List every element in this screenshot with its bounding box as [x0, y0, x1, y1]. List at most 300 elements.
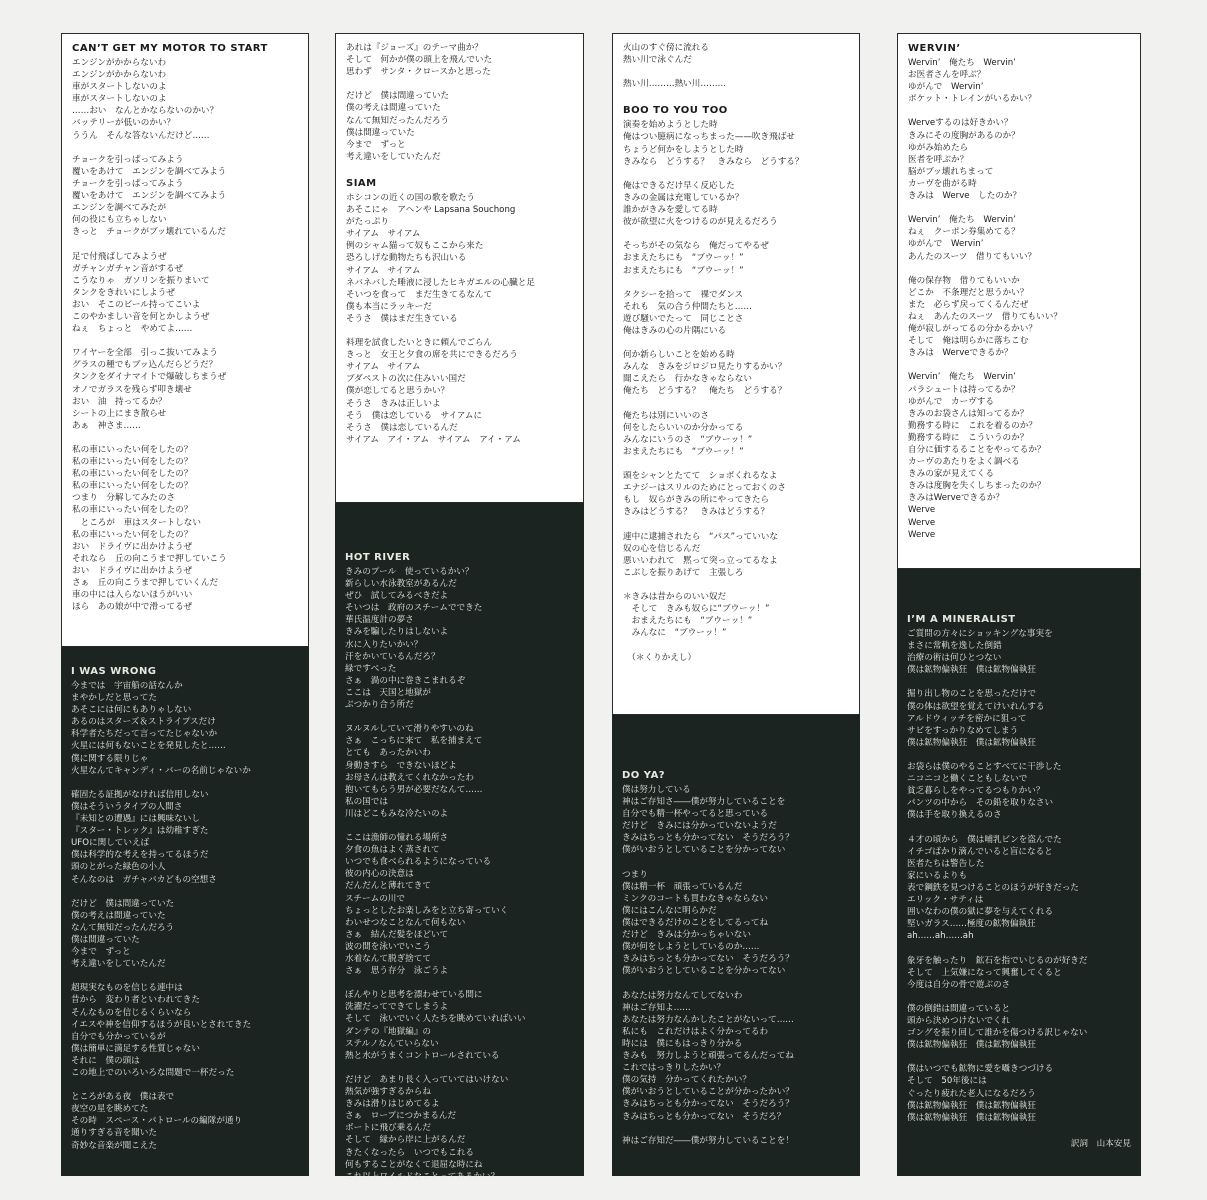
lyric-line: 俺が寂しがってるの分かるかい？	[908, 324, 1037, 335]
lyric-line: おい ドライヴに出かけようぜ	[72, 541, 193, 552]
stanza-gap	[72, 432, 298, 444]
lyric-line: 火星なんてキャンディ・バーの名前じゃないか	[71, 765, 251, 776]
stanza-gap	[71, 777, 299, 789]
lyric-line: ぶつかり合う所だ	[345, 700, 414, 711]
song-block	[346, 177, 573, 446]
lyric-line: きみなら どうする？ きみなら どうする？	[623, 156, 804, 167]
translator-credit: 訳詞 山本安見	[1070, 1138, 1131, 1149]
lyric-line: パラシュートは持ってるか？	[908, 384, 1020, 395]
lyric-line: 僕はいつでも鉱物に愛を囁きつづける	[907, 1064, 1054, 1075]
lyric-line: Werveするのは好きかい？	[908, 118, 1013, 129]
lyric-line: みんな きみをジロジロ見たりするかい？	[623, 362, 787, 373]
lyric-line: 新らしい水泳教室があるんだ	[345, 579, 457, 590]
stanza-gap	[623, 277, 849, 289]
lyric-line: 医者を呼ぶか？	[908, 154, 969, 165]
lyric-line: ah……ah……ah	[907, 931, 974, 942]
lyric-line: ぐったり疲れた老人になるだろう	[907, 1088, 1036, 1099]
lyric-line: サイアム アイ・アム サイアム アイ・アム	[346, 434, 521, 445]
lyric-line: 俺たちは別にいいのさ	[623, 410, 709, 421]
stanza-gap	[346, 325, 573, 337]
stanza-gap	[345, 977, 574, 989]
stanza-gap	[623, 337, 849, 349]
lyric-line: 誰かがきみを愛してる時	[623, 205, 718, 216]
lyric-line: 考え違いをしていたんだ	[346, 151, 441, 162]
lyric-line: サイアム サイアム	[346, 265, 421, 276]
lyric-line: 車の中には入らないほうがいい	[72, 590, 193, 601]
lyric-line: 料理を試食したいときに頼んでごらん	[346, 338, 493, 349]
lyric-line: 私の車にいったい何をしたの？	[72, 481, 193, 492]
lyric-line: ニコニコと働くこともしないで	[907, 774, 1028, 785]
lyric-line: チョークを引っぱってみよう	[72, 154, 184, 165]
lyric-line: エンジンを調べてみたが	[72, 203, 167, 214]
lyric-line: 僕の考えは間違っていた	[346, 103, 441, 114]
lyric-line: 自分でも精一杯やってると思っている	[622, 809, 769, 820]
lyric-line: 今まで ずっと	[71, 947, 131, 958]
lyric-line: だけど あまり長く入っていてはいけない	[345, 1074, 509, 1085]
lyric-line: 僕がいおうとしていることを分かってない	[622, 966, 786, 977]
lyric-line: 表で鋼鉄を見つけることのほうが好きだった	[907, 882, 1079, 893]
lyric-line: そんなものを信じるくらいなら	[71, 1007, 192, 1018]
lyric-line: 考え違いをしていたんだ	[71, 959, 166, 970]
lyric-line: ちょっとしたお楽しみをと立ち寄っていく	[345, 905, 509, 916]
lyric-line: ワイヤーを全部 引っこ抜いてみよう	[72, 348, 218, 359]
lyric-line: あんたのスーツ 借りてもいい？	[908, 251, 1037, 262]
lyric-line: つまり	[622, 869, 648, 880]
stanza-gap	[72, 142, 298, 154]
column-1	[61, 33, 309, 1176]
lyric-line: おい 油 持ってるか？	[72, 396, 167, 407]
lyric-line: チョークを引っぱってみよう	[72, 178, 184, 189]
stanza-gap	[345, 1062, 574, 1074]
lyric-line: ねぇ あんたのスーツ 借りてもいい？	[908, 311, 1062, 322]
stanza-gap	[71, 1079, 299, 1091]
lyric-line: ぼんやりと思考を漂わせている間に	[345, 990, 483, 1001]
lyric-line: 火山のすぐ傍に流れる	[623, 43, 709, 53]
lyric-line: 演奏を始めようとした時	[623, 120, 718, 131]
lyric-line: きみにその度胸があるのか？	[908, 130, 1020, 141]
lyric-line: ……おい なんとかならないのかい？	[72, 106, 219, 117]
lyric-line: アルドウィッチを密かに狙って	[907, 713, 1027, 724]
column-2	[335, 33, 584, 1182]
lyric-line: まさに常軌を逸した倒錯	[907, 641, 1002, 652]
lyric-line: きみのお袋さんは知ってるか？	[908, 408, 1029, 419]
song-title: DO YA?	[622, 770, 666, 781]
stanza-gap	[72, 238, 298, 250]
lyric-line: ゆがんで Wervin’	[908, 82, 984, 93]
lyric-line: こうなりゃ ガソリンを振りまいて	[72, 275, 210, 286]
lyric-line: ねぇ クーポン券集めてる？	[908, 227, 1020, 238]
lyric-line: 僕は間違っていた	[71, 934, 140, 945]
lyric-line: 火星には何もないことを発見したと……	[71, 741, 226, 752]
lyric-line: 足で付飛ばしてみようぜ	[72, 251, 167, 262]
lyric-line: 悪いいわれて 黙って突っ立ってるなよ	[623, 555, 778, 566]
lyric-line: お袋らは僕のやることすべてに干渉した	[907, 762, 1062, 773]
lyric-line: そして 50年後には	[907, 1076, 987, 1087]
lyric-line: 勤務する時に これを着るのか？	[908, 420, 1037, 431]
song-title: CAN’T GET MY MOTOR TO START	[72, 43, 268, 54]
song-title: BOO TO YOU TOO	[623, 105, 728, 117]
lyric-line: オノでガラスを残らず叩き壊せ	[72, 384, 192, 395]
lyric-line: 僕は鉱物偏執狂 僕は鉱物偏執狂	[907, 737, 1036, 748]
lyric-line: きみはちっとも分かってない そうだろ？	[622, 1111, 786, 1122]
song-block	[907, 613, 1131, 1124]
lyric-line: 貧乏暮らしをやってるつもりかい？	[907, 786, 1045, 797]
lyric-line: 堅いガラス……極度の鉱物偏執狂	[907, 919, 1036, 930]
lyric-line: そう 僕は恋している サイアムに	[346, 410, 483, 421]
lyric-line: 俺はきみの心の片隅にいる	[623, 325, 727, 336]
lyric-line: 僕はそういうタイプの人間さ	[71, 801, 183, 812]
lyric-line: それに 僕の頭は	[71, 1055, 140, 1066]
song-title: I WAS WRONG	[71, 666, 157, 677]
lyric-line: 自分でも分かっているが	[71, 1031, 166, 1042]
column-1-bottom-panel	[61, 647, 309, 1176]
lyric-line: エンジンがかからないわ	[72, 58, 167, 68]
lyric-line: サイアム サイアム	[346, 362, 421, 373]
lyric-line: 覆いをあけて エンジンを調べてみよう	[72, 191, 227, 202]
lyric-line: 水に入りたいかい？	[345, 639, 423, 650]
lyric-line: 僕は鉱物偏執狂 僕は鉱物偏執狂	[907, 1040, 1036, 1051]
lyric-line: もし 奴らがきみの所にやってきたら	[623, 495, 770, 506]
stanza-gap	[623, 639, 849, 651]
lyric-line: 頭のとがった緑色の小人	[71, 862, 166, 873]
lyric-line: 私の車にいったい何をしたの？	[72, 445, 193, 455]
lyric-line: 科学者たちだって言ってたじゃないか	[71, 729, 218, 740]
stanza-gap	[908, 263, 1130, 275]
lyric-line: あそこにゃ アヘンや Lapsana Souchong	[346, 205, 516, 216]
lyric-line: きみも 努力しようと頑張ってるんだってね	[622, 1051, 794, 1062]
lyric-line: みんなにいうのさ “ブウーッ！”	[623, 434, 753, 445]
column-3-top-panel	[612, 33, 860, 715]
lyric-line: 脳がブッ壊れちまって	[908, 166, 994, 177]
lyric-line: タクシーを拾って 裸でダンス	[623, 289, 744, 300]
lyric-line: 僕は簡単に満足する性質じゃない	[71, 1043, 200, 1054]
lyric-line: エナジーはスリルのためにとっておくのさ	[623, 483, 786, 494]
lyric-line: おまえたちにも “ブウーッ！”	[623, 446, 744, 457]
lyric-line: これ以上ワイルドなことってあるかい？	[345, 1171, 500, 1182]
lyric-line: さぁ 思う存分 泳ごうよ	[345, 966, 449, 977]
column-4	[897, 33, 1141, 1176]
lyric-line: 『未知との遭遇』には興味ないし	[71, 814, 200, 825]
song-block	[623, 42, 849, 90]
lyric-line: また 必らず戻ってくるんだぜ	[908, 299, 1029, 310]
lyric-line: きみの家が見えてくる	[908, 469, 994, 480]
lyric-line: エンジンがかからないわ	[72, 70, 167, 81]
lyric-line: Wervin’ 俺たち Wervin’	[908, 372, 1016, 383]
lyric-line: そして 縁から岸に上がるんだ	[345, 1135, 466, 1146]
lyric-line: 奴の心を信じるんだ	[623, 543, 701, 554]
stanza-gap	[345, 820, 574, 832]
lyric-line: 頭をシャンとたてて ショボくれるなよ	[623, 471, 778, 482]
lyric-line: 抱いてもらう男が必要だなんて……	[345, 784, 483, 795]
stanza-gap	[907, 942, 1131, 954]
lyric-line: ぜひ 試してみるべきだよ	[345, 591, 449, 602]
lyric-line: 僕は手を取り換えるのさ	[907, 810, 1002, 821]
lyric-line: ちょうど何かをしようとした時	[623, 144, 744, 155]
stanza-gap	[71, 970, 299, 982]
lyric-line: 今度は自分の骨で遊ぶのさ	[907, 979, 1011, 990]
lyric-line: きみを騙したりはしないよ	[345, 627, 449, 638]
column-4-bottom-panel	[897, 569, 1141, 1176]
song-block	[72, 42, 298, 613]
lyric-line: 通りすぎる音を聞いた	[71, 1128, 157, 1139]
lyric-line: ブダペストの次に住みいい国だ	[346, 374, 466, 385]
lyric-line: 私の車にいったい何をしたの？	[72, 505, 193, 516]
lyric-line: 勤務する時に こういうのか？	[908, 432, 1029, 443]
lyric-line: きみは Werveできるか？	[908, 348, 1013, 359]
lyric-line: ホシコンの近くの国の歌を歌たう	[346, 192, 475, 203]
lyric-line: 時には 僕にもはっきり分かる	[622, 1038, 743, 1049]
lyric-line: 彼の内心の決意は	[345, 869, 414, 880]
lyric-line: 僕は鉱物偏執狂 僕は鉱物偏執狂	[907, 1100, 1036, 1111]
column-3-bottom-panel	[612, 715, 860, 1176]
column-4-top-panel	[897, 33, 1141, 569]
lyric-line: だけど 僕は間違っていた	[346, 91, 450, 102]
lyric-line: 華氏温度計の夢さ	[345, 615, 414, 626]
column-2-bottom-panel	[335, 503, 584, 1182]
lyric-line: 夜空の星を眺めてた	[71, 1104, 149, 1115]
lyric-line: 連中に逮捕されたら “パス”っていいな	[623, 531, 778, 542]
lyric-line: シートの上にまき散らせ	[72, 408, 167, 419]
stanza-gap	[71, 886, 299, 898]
lyric-line: 熱い川で泳ぐんだ	[623, 55, 692, 66]
lyric-line: だけど きみには分かっていないようだ	[622, 821, 777, 832]
lyric-line: 医者たちは警告した	[907, 858, 985, 869]
lyric-line: 俺たち どうする？ 俺たち どうする？	[623, 386, 787, 397]
lyric-line: そして 俺は明らかに落ちこむ	[908, 336, 1029, 347]
lyric-line: 俺はつい臆病になっちまった——吹き飛ばせ	[623, 132, 795, 143]
lyric-line: そんなのは ガチャバカどもの空想さ	[71, 874, 217, 885]
lyric-line: きみのプール 使っているかい？	[345, 567, 474, 577]
lyric-line: 僕は科学的な考えを持ってるほうだ	[71, 850, 209, 861]
lyric-line: Wervin’ 俺たち Wervin’	[908, 58, 1016, 68]
lyric-line: 夕食の魚はよく蒸されて	[345, 845, 440, 856]
lyric-line: （＊くりかえし）	[623, 652, 697, 663]
lyric-line: さぁ こっちに来て 私を捕まえて	[345, 736, 483, 747]
lyric-line: きみは度胸を失くしちまったのか？	[908, 481, 1046, 492]
lyric-line: そいつを食って まだ生きてるなんて	[346, 289, 493, 300]
lyric-line: きたくなったら いつでもこれる	[345, 1147, 474, 1158]
stanza-gap	[623, 398, 849, 410]
lyric-line: さぁ 丘の向こうまで押していくんだ	[72, 578, 219, 589]
lyric-line: ミンクのコートも買わなきゃならない	[622, 893, 768, 904]
lyric-line: ここは 天国と地獄が	[345, 687, 431, 698]
column-3	[612, 33, 860, 1176]
lyric-line: 僕も本当にラッキーだ	[346, 301, 432, 312]
lyric-line: 車がスタートしないのよ	[72, 94, 167, 105]
lyric-line: そいつは 政府のスチームでできた	[345, 603, 483, 614]
song-title: HOT RIVER	[345, 552, 411, 563]
lyric-line: そうさ 僕はまだ生きている	[346, 313, 458, 324]
lyric-line: 聞こえたら 行かなきゃならない	[623, 374, 752, 385]
lyric-line: ヌルヌルしていて滑りやすいのね	[345, 724, 474, 735]
lyric-line: ステルノなんていらない	[345, 1038, 439, 1049]
lyric-line: 覆いをあけて エンジンを調べてみよう	[72, 166, 227, 177]
lyric-line: 奇妙な音楽が聞こえた	[71, 1140, 157, 1151]
song-block	[71, 665, 299, 1152]
lyric-line: カーヴのあたりをよく調べる	[908, 457, 1020, 468]
lyric-line: ここは漁師の憧れる場所さ	[345, 833, 449, 844]
song-block	[346, 42, 573, 163]
lyric-line: 神はご存知だ――僕が努力していることを！	[622, 1135, 794, 1146]
lyric-line: 熱気が強すぎるからね	[345, 1087, 431, 1098]
lyric-line: あるのはスターズ＆ストライプスだけ	[71, 717, 216, 728]
lyric-line: 私の車にいったい何をしたの？	[72, 457, 193, 468]
lyric-line: このやかましい音を何とかしようぜ	[72, 311, 210, 322]
lyric-line: イエスや神を信仰するほうが良いとされてきた	[71, 1019, 252, 1030]
stanza-gap	[907, 1051, 1131, 1063]
lyric-line: それなら 丘の向こうまで押していこう	[72, 553, 227, 564]
lyric-line: タンクをダイナマイトで爆破しちまうぜ	[72, 372, 227, 383]
lyric-line: 家にいるよりも	[907, 870, 968, 881]
stanza-gap	[908, 359, 1130, 371]
lyric-line: エリック・サティは	[907, 895, 984, 906]
lyric-line: 例のシャム猫って奴もここから来た	[346, 241, 484, 252]
lyric-line: きっと 女王と夕食の席を共にできるだろう	[346, 350, 518, 361]
lyric-line: 僕は精一杯 頑張っているんだ	[622, 881, 743, 892]
lyric-line: 僕の体は欲望を覚えてけいれんする	[907, 701, 1045, 712]
song-block	[623, 104, 849, 663]
lyric-line: 僕に関する限りじゃ	[71, 753, 149, 764]
lyric-line: 象牙を触ったり 鉱石を指でいじるのが好きだ	[907, 955, 1088, 966]
lyric-line: 僕の考えは間違っていた	[71, 910, 166, 921]
lyric-line: あなたは努力なんかしたことがないって……	[622, 1014, 794, 1025]
lyric-line: 俺の保存物 借りてもいいか	[908, 275, 1020, 286]
lyric-line: ところが 車はスタートしない	[72, 517, 201, 528]
stanza-gap	[907, 991, 1131, 1003]
lyric-line: ねぇ ちょっと やめてよ……	[72, 324, 193, 335]
stanza-gap	[346, 78, 573, 90]
lyric-line: 僕は努力している	[622, 785, 691, 795]
lyric-line: 汗をかいているんだろ？	[345, 651, 440, 662]
song-title: WERVIN’	[908, 43, 961, 54]
lyric-line: がたっぷり	[346, 217, 389, 228]
lyric-line: スチームの川で	[345, 893, 405, 904]
lyric-line: きみはどうする？ きみはどうする？	[623, 507, 770, 518]
lyric-line: あそこには何にもありゃしない	[71, 705, 192, 716]
lyric-line: 今までは 宇宙船の話なんか	[71, 681, 183, 691]
lyric-line: 彼が欲望に火をつけるのが見えるだろう	[623, 217, 778, 228]
lyric-line: 僕が何をしようとしているのか……	[622, 942, 760, 953]
lyric-line: なんて無知だったんだろう	[346, 115, 450, 126]
lyric-line: ううん そんな答ないんだけど……	[72, 130, 210, 141]
stanza-gap	[907, 822, 1131, 834]
lyric-line: ＊きみは昔からのいい奴だ	[623, 592, 727, 603]
lyric-line: グラスの種でもブッ込んだらどうだ？	[72, 360, 218, 371]
lyric-line: サビをすっかりなめてしまう	[907, 725, 1019, 736]
stanza-gap	[623, 579, 849, 591]
lyric-line: 緑ですべった	[345, 663, 397, 674]
lyric-line: きみはちっとも分かってない そうだろう？	[622, 954, 794, 965]
stanza-gap	[908, 105, 1130, 117]
stanza-gap	[622, 978, 850, 990]
lyric-line: この地上でのいろいろな問題で一杯だった	[71, 1068, 235, 1078]
lyric-line: おまえたちにも “ブウーッ！”	[623, 265, 744, 276]
lyric-line: サイアム サイアム	[346, 229, 421, 240]
lyric-line: 洗濯だってできてしまうよ	[345, 1002, 449, 1013]
lyric-line: きみは滑りはじめてるよ	[345, 1099, 440, 1110]
lyric-line: こぶしを振りあげて 主張しろ	[623, 567, 744, 578]
lyric-line: ゆがんで Wervin’	[908, 239, 984, 250]
lyric-line: 車がスタートしないのよ	[72, 82, 167, 93]
lyric-line: 私の車にいったい何をしたの？	[72, 529, 193, 540]
lyric-line: お医者さんを呼ぶ？	[908, 70, 986, 81]
lyric-line: わいせつなことなんて何もない	[345, 917, 466, 928]
lyric-line: 身動きすら できないほどよ	[345, 760, 457, 771]
lyric-line: あぁ 神さま……	[72, 420, 141, 431]
stanza-gap	[623, 168, 849, 180]
lyric-line: Werve	[908, 517, 936, 528]
lyric-line: イチゴばかり滴んでいると盲になると	[907, 846, 1053, 857]
lyric-line: ネバネバした唾液に浸したヒキガエルの心臓と足	[346, 277, 535, 288]
stanza-gap	[623, 66, 849, 78]
lyric-line: きみはWerveできるか？	[908, 493, 1004, 504]
lyric-line: きみは Werve したのか？	[908, 191, 1022, 202]
lyric-line: だんだんと薄れてきて	[345, 881, 431, 892]
lyric-line: 今まで ずっと	[346, 139, 406, 150]
lyric-line: 何をしたらいいのか分かってる	[623, 422, 744, 433]
stanza-gap	[623, 458, 849, 470]
lyric-line: お母さんは教えてくれなかったわ	[345, 772, 474, 783]
lyric-line: 超現実なものを信じる連中は	[71, 983, 183, 994]
lyric-line: 何もすることがなくて退屈な時にね	[345, 1159, 483, 1170]
song-block	[622, 769, 850, 1147]
lyric-line: UFOに関していえば	[71, 838, 150, 849]
lyric-line: 何の役にも立ちゃしない	[72, 215, 167, 226]
stanza-gap	[907, 676, 1131, 688]
stanza-gap	[345, 711, 574, 723]
lyric-line: 私の車にいったい何をしたの？	[72, 469, 193, 480]
lyric-line: きっと チョークがブッ壊れているんだ	[72, 227, 226, 238]
lyric-line: 昔から 変わり者といわれてきた	[71, 995, 200, 1006]
stanza-gap	[623, 228, 849, 240]
lyric-line: その時 スペース・パトロールの編隊が通り	[71, 1116, 243, 1127]
lyric-line: みんなに “ブウーッ！”	[623, 628, 727, 639]
column-2-top-panel	[335, 33, 584, 503]
lyric-line: ポケット・トレインがいるかい？	[908, 94, 1037, 105]
lyric-line: 私の国では	[345, 796, 388, 807]
lyric-line: 僕がいおうとしていることが分かったかい？	[622, 1087, 794, 1098]
lyric-line: おい そこのビール持ってこいよ	[72, 299, 201, 310]
lyric-line: 僕は間違っていた	[346, 127, 415, 138]
lyric-line: 頭から決めつけないでくれ	[907, 1016, 1011, 1026]
lyric-line: そして きみも奴らに“ブウーッ！”	[623, 604, 770, 615]
lyric-line: ゴングを振り回して誰かを傷つける訳じゃない	[907, 1028, 1088, 1039]
lyric-line: おい ドライヴに出かけようぜ	[72, 565, 193, 576]
lyric-line: そして 上気嫌になって興奮してくると	[907, 967, 1062, 978]
song-title: I’M A MINERALIST	[907, 614, 1016, 625]
lyric-line: カーヴを曲がる時	[908, 178, 977, 189]
lyric-line: さぁ 渦の中に巻きこまれるぞ	[345, 675, 466, 686]
stanza-gap	[623, 518, 849, 530]
song-block	[345, 551, 574, 1183]
lyric-line: ４才の頃から 僕は哺乳ビンを盗んでた	[907, 834, 1062, 845]
lyric-line: きみはちっとも分かってない そうだろう？	[622, 1099, 794, 1110]
lyric-line: それも 気の合う仲間たちと……	[623, 301, 752, 312]
lyric-line: 遊び騒いでたって 同じことさ	[623, 313, 744, 324]
lyric-line: まやかしだと思ってた	[71, 693, 157, 704]
lyric-line: とても あったかいわ	[345, 748, 431, 759]
lyric-line: タンクをきれいにしようぜ	[72, 287, 175, 298]
column-1-top-panel	[61, 33, 309, 647]
lyric-line: 僕が恋してると思うかい？	[346, 386, 450, 397]
lyric-line: Werve	[908, 529, 936, 540]
lyric-line: そっちがその気なら 俺だってやるぜ	[623, 241, 769, 252]
lyric-line: 自分に価するることをやってるか？	[908, 445, 1046, 455]
lyric-line: 何か新らしいことを始める時	[623, 350, 735, 361]
lyric-line: Wervin’ 俺たち Wervin’	[908, 215, 1016, 226]
lyric-line: なんて無知だったんだろう	[71, 922, 175, 933]
lyric-line: きみはちっとも分かってない そうだろう？	[622, 833, 794, 844]
